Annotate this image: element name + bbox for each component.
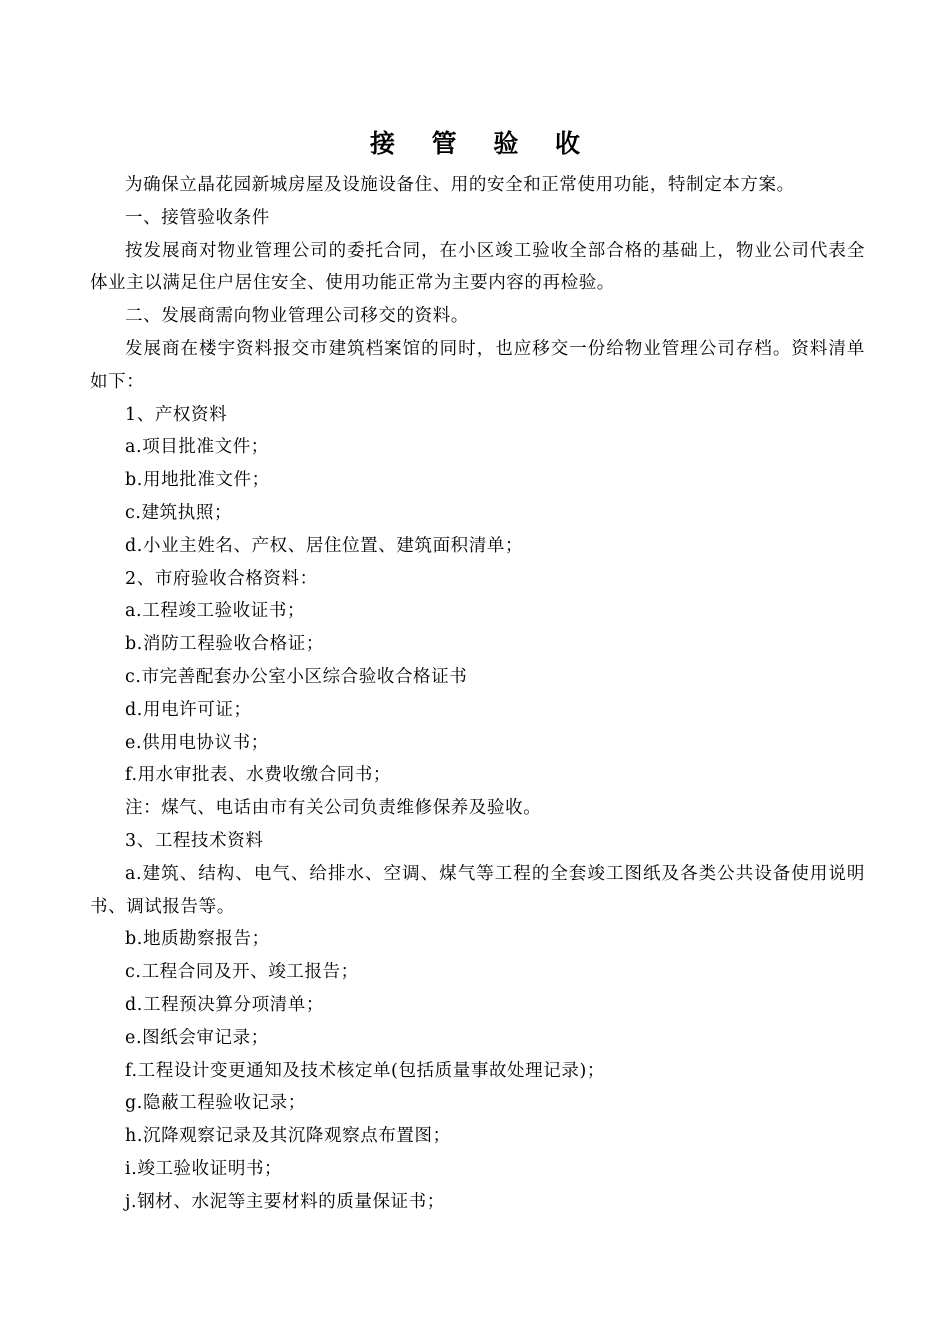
list-item: g.隐蔽工程验收记录； — [125, 1093, 306, 1114]
list-item: c.市完善配套办公室小区综合验收合格证书 — [125, 666, 468, 687]
list-item: b.地质勘察报告； — [125, 929, 270, 950]
section-heading-1: 一、接管验收条件 — [125, 207, 270, 228]
list-item: d.用电许可证； — [125, 699, 252, 720]
list-item: f.工程设计变更通知及技术核定单(包括质量事故处理记录)； — [125, 1060, 605, 1081]
paragraph-intro: 为确保立晶花园新城房屋及设施设备住、用的安全和正常使用功能，特制定本方案。 — [125, 175, 795, 195]
list-item: a.建筑、结构、电气、给排水、空调、煤气等工程的全套竣工图纸及各类公共设备使用说明书、调试报告等。 — [90, 863, 865, 917]
list-item: d.工程预决算分项清单； — [125, 994, 324, 1015]
list-item: j.钢材、水泥等主要材料的质量保证书； — [125, 1191, 445, 1212]
paragraph-conditions: 按发展商对物业管理公司的委托合同，在小区竣工验收全部合格的基础上，物业公司代表全体业主以满足住户居住安全、使用功能正常为主要内容的再检验。 — [90, 240, 865, 294]
document-title: 接 管 验 收 — [369, 129, 595, 158]
list-item: e.供用电协议书； — [125, 732, 269, 753]
list-item: b.消防工程验收合格证； — [125, 634, 324, 655]
list-item: b.用地批准文件； — [125, 470, 270, 491]
list-item: a.项目批准文件； — [125, 437, 269, 458]
list-item: a.工程竣工验收证书； — [125, 601, 306, 622]
note-text: 注：煤气、电话由市有关公司负责维修保养及验收。 — [125, 798, 542, 819]
subsection-heading-acceptance: 2、市府验收合格资料： — [125, 568, 318, 589]
list-item: d.小业主姓名、产权、居住位置、建筑面积清单； — [125, 535, 524, 556]
paragraph-transfer: 发展商在楼宇资料报交市建筑档案馆的同时，也应移交一份给物业管理公司存档。资料清单如下： — [90, 338, 865, 392]
list-item: e.图纸会审记录； — [125, 1027, 269, 1048]
list-item: f.用水审批表、水费收缴合同书； — [125, 765, 392, 786]
section-heading-2: 二、发展商需向物业管理公司移交的资料。 — [125, 306, 469, 327]
list-item: c.建筑执照； — [125, 502, 233, 523]
list-item: i.竣工验收证明书； — [125, 1158, 283, 1179]
list-item: h.沉降观察记录及其沉降观察点布置图； — [125, 1126, 451, 1147]
subsection-heading-technical: 3、工程技术资料 — [125, 830, 264, 851]
document-body — [90, 169, 865, 1219]
list-item: c.工程合同及开、竣工报告； — [125, 962, 359, 983]
subsection-heading-property: 1、产权资料 — [125, 404, 228, 425]
